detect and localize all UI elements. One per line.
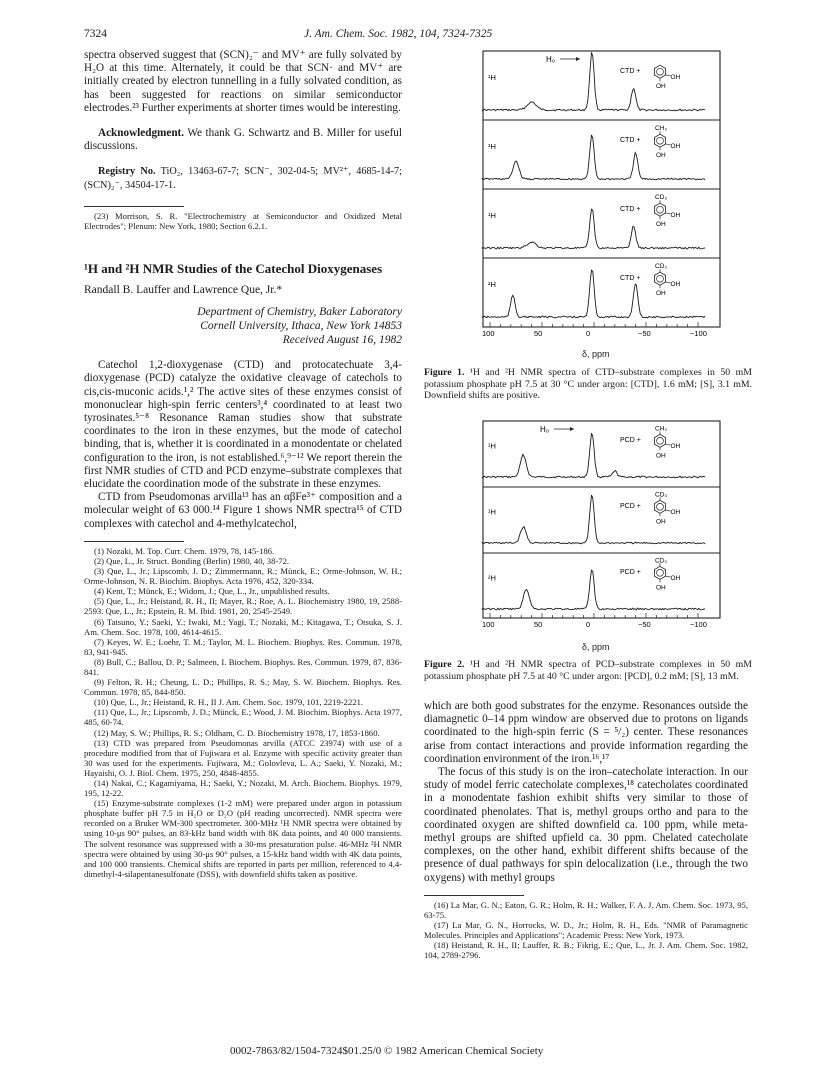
complex-label: PCD + [620,437,641,445]
tick-label: 0 [586,329,591,338]
oh-label: OH [670,211,681,219]
affiliation-line-2: Cornell University, Ithaca, New York 14853 [200,320,402,333]
figure-2-ho-label: H₀ [540,425,550,434]
tick-label: 0 [586,620,591,629]
intro-paragraph: spectra observed suggest that (SCN)₂⁻ and MV⁺ are fully solvated by H₂O at this time. Alternately, it could be that SCN· and MV⁺ are initially created by electron tunnelling in a fully solvated condition, as has been suggested for reactions on similar semiconductor electrodes.²³ Further experiments at shorter times would be interesting. [84,49,402,114]
footnote: (13) CTD was prepared from Pseudomonas arvilla (ATCC 23974) with use of a procedure modified from that of Fujiwara et al. Enzyme with specific activity greater than 30 was used for the experiments. Fujiwara, M.; Golovleva, L. A.; Saeki, Y. Nozaki, M.; Hayaishi, O. J. Biol. Chem. 1975, 250, 4848-4855. [84,737,402,778]
right-paragraph-2: The focus of this study is on the iron–catecholate interaction. In our study of model ferric catecholate complexes,¹⁸ catecholates coordinated in a monodentate fashion exhibit shifts very similar to those of coordinated phenolates. That is, methyl groups ortho and para to the coordinated oxygen are shifted downfield ca. 100 ppm, while meta-methyl groups are shifted upfield ca. 30 ppm. Chelated catecholate complexes, on the other hand, exhibit different shifts because of the presence of dual pathways for spin delocalization (i.e., through the two oxygens) with methyl groups [424,766,748,884]
aromatic-circle-icon [657,206,664,213]
nucleus-label: ¹H [488,210,496,220]
oh-label: OH [656,452,666,460]
figure-1-spectra [470,48,734,360]
footnote: (6) Tatsuno, Y.; Saeki, Y.; Iwaki, M.; Yagi, T.; Nozaki, M.; Kitagawa, T.; Otsuka, S. J. Am. Chem. Soc. 1978, 100, 4614-4615. [84,616,402,637]
nucleus-label: ¹H [488,141,496,151]
received-date: Received August 16, 1982 [282,334,402,347]
tick-label: −100 [690,329,707,338]
spectrum-trace [482,270,705,318]
right-paragraph-1: which are both good substrates for the enzyme. Resonances outside the diamagnetic 0–14 ppm window are observed due to protons on ligands coordinated to the high-spin ferric (S = ⁵/₂) center. These resonances arise from contact interactions and provide information regarding the coordination environment of the iron.¹⁶,¹⁷ [424,700,748,765]
ref-23-text: (23) Morrison, S. R. "Electrochemistry at Semiconductor and Oxidized Metal Electrodes"; Plenum: New York, 1980; Section 6.2.1. [84,210,402,231]
ack-text: We thank G. Schwartz and B. Miller for useful discussions. [84,127,402,153]
page-number: 7324 [84,28,107,40]
footnote-rule [84,206,184,207]
nucleus-label: ²H [488,279,496,289]
figure-2-axis-label: δ, ppm [582,642,610,652]
left-column [84,49,402,879]
figure-1-caption-text: ¹H and ²H NMR spectra of CTD–substrate complexes in 50 mM potassium phosphate pH 7.5 at 30 °C under argon: [CTD], 1.6 mM; [S], 3.1 mM. Downfield shifts are positive. [424,367,753,402]
footnote-rule-2 [84,541,184,542]
footnote: (11) Que, L., Jr.; Lipscomb, J. D.; Münck, E.; Wood, J. M. Biochim. Biophys. Acta 1977, 485, 60-74. [84,707,402,728]
footnote: (18) Heistand, R. H., II; Lauffer, R. B.; Fikrig, E.; Que, L., Jr. J. Am. Chem. Soc. 1982, 104, 2789-2796. [424,940,748,961]
oh-label: OH [656,221,666,229]
complex-label: PCD + [620,569,641,577]
tick-label: −50 [638,620,651,629]
tick-label: 100 [482,620,495,629]
substituent-label: CD₃ [655,194,668,202]
aromatic-circle-icon [657,68,664,75]
complex-label: CTD + [620,275,641,283]
complex-label: CTD + [620,137,641,145]
tick-label: −100 [690,620,707,629]
benzene-ring-icon [654,203,665,216]
acknowledgment [84,127,402,153]
aromatic-circle-icon [657,275,664,282]
body-paragraph-1: Catechol 1,2-dioxygenase (CTD) and protocatechuate 3,4-dioxygenase (PCD) catalyze the oxidative cleavage of catechols to cis,cis-muconic acids.¹,² The active sites of these enzymes consist of mononuclear high-spin ferric centers³,⁴ coordinated to at least two tyrosinates.⁵⁻⁸ Resonance Raman studies show that substrate coordinates to the iron in these enzymes, but the mode of catechol binding, that is, whether it is coordinated in a monodentate or chelated configuration to the iron, is not established.⁶,⁹⁻¹² We report therein the first NMR studies of CTD and PCD enzyme–substrate complexes that elucidate the coordination mode of the substrate in these enzymes. [84,359,402,491]
footnote: (15) Enzyme-substrate complexes (1-2 mM) were prepared under argon in potassium phosphate buffer pH 7.5 in H₂O or D₂O (pH reading uncorrected). NMR spectra were recorded on a Bruker WM-300 spectrometer. 300-MHz ¹H NMR spectra were obtained by using 10-μs 90° pulses, an 83-kHz band width with 8K data points, and 40 000 transients. The solvent resonance was suppressed with a 30-ms presaturation pulse. 46-MHz ²H NMR spectra were obtained by using 30-μs 90° pulses, a 15-kHz band width with 4K data points, and 100 000 transients. Chemical shifts are reported in parts per million, referenced to 4,4-dimethyl-4-silapentanesulfonate (DSS), with downfield shifts taken as positive. [84,798,402,879]
article-title: ¹H and ²H NMR Studies of the Catechol Dioxygenases [84,261,383,277]
substituent-label: CH₃ [655,125,668,133]
figure-2-spectra [470,418,734,654]
oh-label: OH [670,142,681,150]
tick-label: −50 [638,329,651,338]
ref-23 [84,211,402,231]
tick-label: 100 [482,329,495,338]
footnote: (12) May, S. W.; Phillips, R. S.; Oldham, C. D. Biochemistry 1978, 17, 1853-1860. [94,727,380,738]
footnote: (1) Nozaki, M. Top. Curr. Chem. 1979, 78, 145-186. [94,545,275,556]
field-arrow-head [570,427,574,431]
figure-1-axis-label: δ, ppm [582,349,610,359]
benzene-ring-icon [654,65,665,78]
complex-label: PCD + [620,503,641,511]
footnote: (7) Keyes, W. E.; Loehr, T. M.; Taylor, M. L. Biochem. Biophys. Res. Commun. 1978, 83, 941-945. [84,636,402,657]
oh-label: OH [670,73,681,81]
footnote: (14) Nakai, C.; Kagamiyama, H.; Saeki, Y.; Nozaki, M. Arch. Biochem. Biophys. 1979, 195, 12-22. [84,778,402,799]
footnote-rule-3 [424,895,524,896]
oh-label: OH [670,575,681,583]
oh-label: OH [656,83,666,91]
footnotes-right [424,900,748,961]
spectrum-trace [482,135,705,180]
spectrum-trace [482,433,705,478]
oh-label: OH [656,584,666,592]
page-footer: 0002-7863/82/1504-7324$01.25/0 © 1982 American Chemical Society [230,1045,544,1057]
benzene-ring-icon [654,134,665,147]
tick-label: 50 [534,329,543,338]
figure-1-caption-head: Figure 1. [424,367,465,378]
figure-2-caption-text: ¹H and ²H NMR spectra of PCD–substrate complexes in 50 mM potassium phosphate pH 7.5 at 40 °C under argon: [PCD], 0.2 mM; [S], 13 mM. [424,659,752,682]
tick-label: 50 [534,620,543,629]
spectrum-trace [482,495,705,544]
footnote: (5) Que, L., Jr.; Heistand, R. H., II; Mayer, R.; Roe, A. L. Biochemistry 1980, 19, 2588-2593. Que, L., Jr.; Epstein, R. M. Ibid. 1981, 20, 2545-2549. [84,596,402,617]
complex-label: CTD + [620,68,641,76]
nucleus-label: ²H [488,573,496,583]
benzene-ring-icon [654,566,665,579]
registry [84,165,402,191]
substituent-label: CD₃ [655,263,668,271]
spectrum-trace [482,52,705,111]
aromatic-circle-icon [657,437,664,444]
aromatic-circle-icon [657,137,664,144]
footnotes-left [84,546,402,879]
footnote: (17) La Mar, G. N., Horrocks, W. D., Jr.; Holm, R. H., Eds. "NMR of Paramagnetic Molecules. Principles and Applications"; Academic Press: New York, 1973. [424,920,748,941]
figure-2-caption [424,659,752,682]
benzene-ring-icon [654,500,665,513]
affiliation [84,305,402,347]
oh-label: OH [670,443,681,451]
figure-2-frame [483,421,720,618]
nucleus-label: ¹H [488,72,496,82]
nucleus-label: ¹H [488,441,496,451]
registry-text: TiO₂, 13463-67-7; SCN⁻, 302-04-5; MV²⁺, 4685-14-7; (SCN)₂⁻, 34504-17-1. [84,166,402,191]
oh-label: OH [656,290,666,298]
footnote: (16) La Mar, G. N.; Eaton, G. R.; Holm, R. H.; Walker, F. A. J. Am. Chem. Soc. 1973, 95, 63-75. [424,899,748,920]
journal-citation: J. Am. Chem. Soc. 1982, 104, 7324-7325 [304,28,493,40]
ack-heading: Acknowledgment. [98,127,185,140]
aromatic-circle-icon [657,503,664,510]
body-paragraph-2: CTD from Pseudomonas arvilla¹³ has an αβFe³⁺ composition and a molecular weight of 63 000.¹⁴ Figure 1 shows NMR spectra¹⁵ of CTD complexes with catechol and 4-methylcatechol, [84,491,402,530]
complex-label: CTD + [620,206,641,214]
nucleus-label: ¹H [488,507,496,517]
field-arrow-head [576,57,580,61]
oh-label: OH [670,509,681,517]
right-column [424,700,748,960]
footnote: (4) Kent, T.; Münck, E.; Widom, J.; Que, L., Jr., unpublished results. [94,586,330,597]
authors: Randall B. Lauffer and Lawrence Que, Jr.* [84,284,283,297]
footnote: (2) Que, L., Jr. Struct. Bonding (Berlin) 1980, 40, 38-72. [94,555,290,566]
benzene-ring-icon [654,434,665,447]
registry-heading: Registry No. [98,166,156,178]
substituent-label: CH₃ [655,425,668,433]
aromatic-circle-icon [657,569,664,576]
substituent-label: CD₃ [655,491,668,499]
oh-label: OH [656,152,666,160]
oh-label: OH [656,518,666,526]
oh-label: OH [670,280,681,288]
footnote: (9) Felton, R. H.; Cheung, L. D.; Phillips, R. S.; May, S. W. Biochem. Biophys. Res. Commun. 1978, 85, 844-850. [84,677,402,698]
substituent-label: CD₃ [655,557,668,565]
figure-1-caption [424,367,752,402]
footnote: (8) Bull, C.; Ballou, D. P.; Salmeen, I. Biochem. Biophys. Res. Commun. 1979, 87, 836-841. [84,656,402,677]
footnote: (10) Que, L., Jr.; Heistand, R. H., II J. Am. Chem. Soc. 1979, 101, 2219-2221. [94,697,364,708]
benzene-ring-icon [654,272,665,285]
figure-1-ho-label: H₀ [546,55,556,64]
figure-2-caption-head: Figure 2. [424,659,465,670]
footnote: (3) Que, L., Jr.; Lipscomb, J. D.; Zimmermann, R.; Münck, E.; Orme-Johnson, W. H.; Orme-Johnson, N. R. Biochim. Biophys. Acta 1976, 452, 320-334. [84,566,402,587]
affiliation-line-1: Department of Chemistry, Baker Laboratory [197,306,402,319]
